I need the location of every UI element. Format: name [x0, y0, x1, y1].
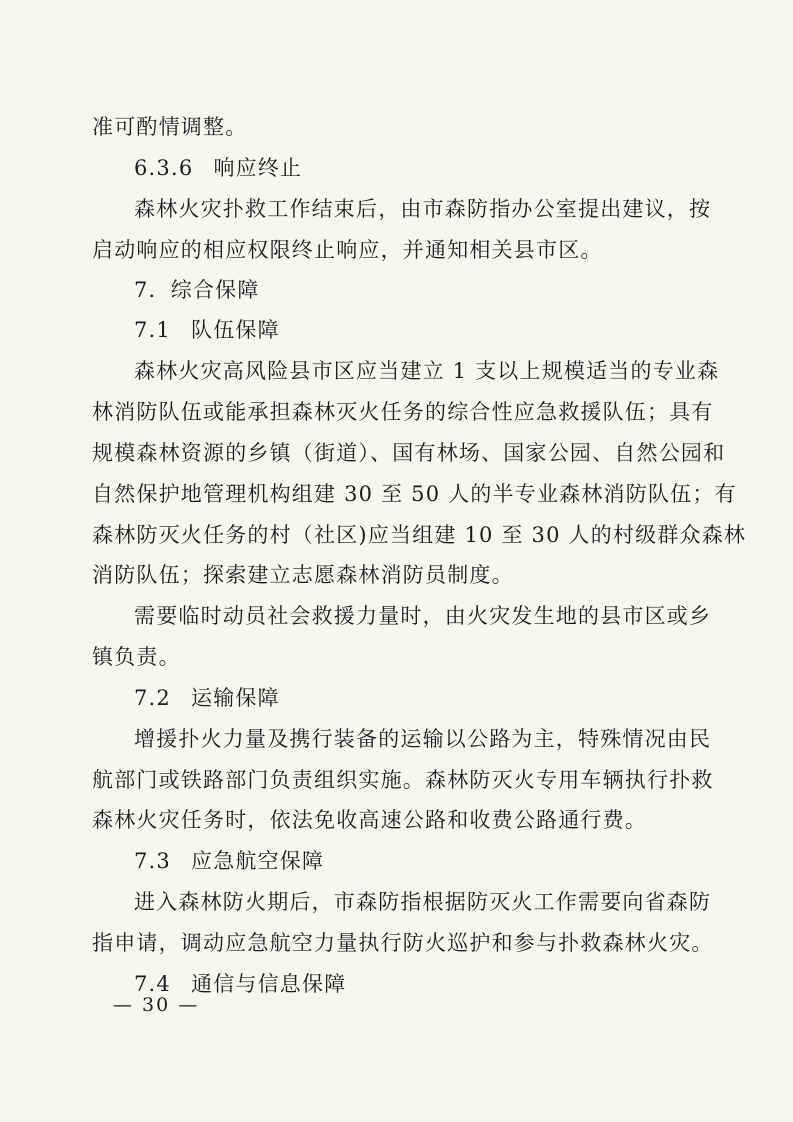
heading-7-1 [134, 320, 280, 341]
heading-title: 综合保障 [170, 278, 260, 302]
heading-number: 7.2 [134, 686, 171, 710]
heading-title: 通信与信息保障 [191, 972, 347, 996]
paragraph-line: 启动响应的相应权限终止响应，并通知相关县市区。 [92, 238, 603, 262]
heading-7-4 [134, 974, 346, 995]
paragraph-line: 进入森林防火期后，市森防指根据防灭火工作需要向省森防 [134, 890, 712, 914]
paragraph-line: 指申请，调动应急航空力量执行防火巡护和参与扑救森林火灾。 [92, 931, 714, 955]
heading-6-3-6 [134, 158, 302, 179]
heading-title: 运输保障 [191, 686, 280, 710]
heading-title: 响应终止 [213, 156, 303, 180]
paragraph-line: 森林防灭火任务的村（社区)应当组建 10 至 30 人的村级群众森林 [92, 523, 747, 547]
heading-number: 7． [134, 278, 171, 302]
page-number: — 30 — [113, 994, 200, 1016]
paragraph-line: 森林火灾任务时，依法免收高速公路和收费公路通行费。 [92, 808, 647, 832]
paragraph-line: 消防队伍；探索建立志愿森林消防员制度。 [92, 563, 514, 587]
heading-title: 应急航空保障 [191, 849, 325, 873]
paragraph-continuation: 准可酌情调整。 [92, 115, 248, 139]
paragraph-line: 增援扑火力量及携行装备的运输以公路为主，特殊情况由民 [134, 727, 712, 751]
heading-7-2 [134, 688, 280, 709]
heading-number: 7.3 [134, 849, 171, 873]
heading-7-3 [134, 851, 324, 872]
heading-number: 6.3.6 [134, 156, 194, 180]
paragraph-line: 森林火灾扑救工作结束后，由市森防指办公室提出建议，按 [134, 197, 712, 221]
paragraph-line: 规模森林资源的乡镇（街道）、国有林场、国家公园、自然公园和 [92, 441, 726, 465]
paragraph-line: 林消防队伍或能承担森林灭火任务的综合性应急救援队伍；具有 [92, 400, 714, 424]
paragraph-line: 森林火灾高风险县市区应当建立 1 支以上规模适当的专业森 [134, 359, 720, 383]
heading-7 [134, 280, 260, 301]
heading-title: 队伍保障 [191, 318, 280, 342]
paragraph-line: 自然保护地管理机构组建 30 至 50 人的半专业森林消防队伍；有 [92, 482, 737, 506]
paragraph-line: 航部门或铁路部门负责组织实施。森林防灭火专用车辆执行扑救 [92, 768, 714, 792]
heading-number: 7.1 [134, 318, 171, 342]
paragraph-line: 镇负责。 [92, 645, 181, 669]
paragraph-line: 需要临时动员社会救援力量时，由火灾发生地的县市区或乡 [134, 604, 712, 628]
heading-number: 7.4 [134, 972, 171, 996]
